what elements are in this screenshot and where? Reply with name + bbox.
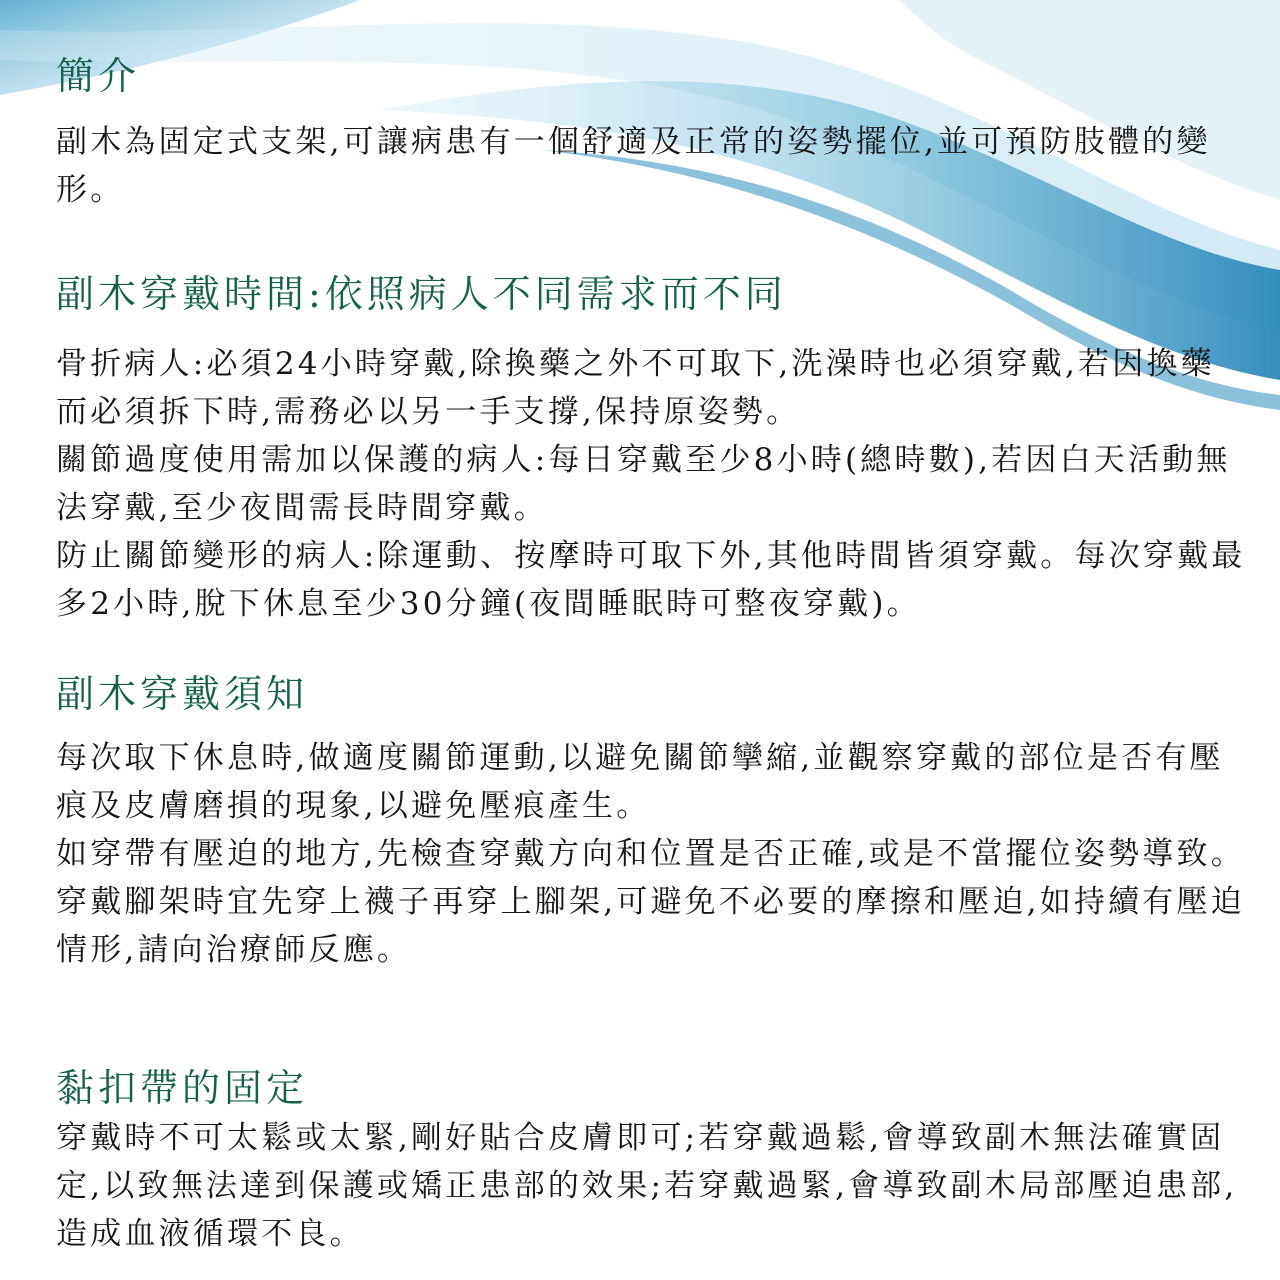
section-paragraph: 穿戴時不可太鬆或太緊,剛好貼合皮膚即可;若穿戴過鬆,會導致副木無法確實固定,以致無法達到保護或矯正患部的效果;若穿戴過緊,會導致副木局部壓迫患部,造成血液循環不良。 — [56, 1120, 1238, 1252]
section-paragraph: 穿戴腳架時宜先穿上襪子再穿上腳架,可避免不必要的摩擦和壓迫,如持續有壓迫情形,請向治療師反應。 — [56, 884, 1245, 968]
section-heading: 副木穿戴須知 — [56, 672, 309, 716]
section-velcro — [56, 1064, 1248, 1258]
section-paragraph: 如穿帶有壓迫的地方,先檢查穿戴方向和位置是否正確,或是不當擺位姿勢導致。 — [56, 836, 1245, 872]
section-paragraph: 副木為固定式支架,可讓病患有一個舒適及正常的姿勢擺位,並可預防肢體的變形。 — [56, 124, 1211, 208]
section-heading: 簡介 — [56, 54, 141, 98]
section-heading: 黏扣帶的固定 — [56, 1066, 309, 1110]
section-paragraph: 骨折病人:必須24小時穿戴,除換藥之外不可取下,洗澡時也必須穿戴,若因換藥而必須拆下時,需務必以另一手支撐,保持原姿勢。 — [56, 346, 1215, 430]
section-paragraph: 防止關節變形的病人:除運動、按摩時可取下外,其他時間皆須穿戴。每次穿戴最多2小時,脫下休息至少30分鐘(夜間睡眠時可整夜穿戴)。 — [56, 538, 1246, 622]
section-heading: 副木穿戴時間:依照病人不同需求而不同 — [56, 272, 787, 316]
section-paragraph: 關節過度使用需加以保護的病人:每日穿戴至少8小時(總時數),若因白天活動無法穿戴,至少夜間需長時間穿戴。 — [56, 442, 1231, 526]
section-notes — [56, 670, 1248, 974]
section-paragraph: 每次取下休息時,做適度關節運動,以避免關節攣縮,並觀察穿戴的部位是否有壓痕及皮膚磨損的現象,以避免壓痕產生。 — [56, 740, 1224, 824]
section-intro — [56, 52, 1248, 214]
section-wearing-time — [56, 270, 1248, 628]
